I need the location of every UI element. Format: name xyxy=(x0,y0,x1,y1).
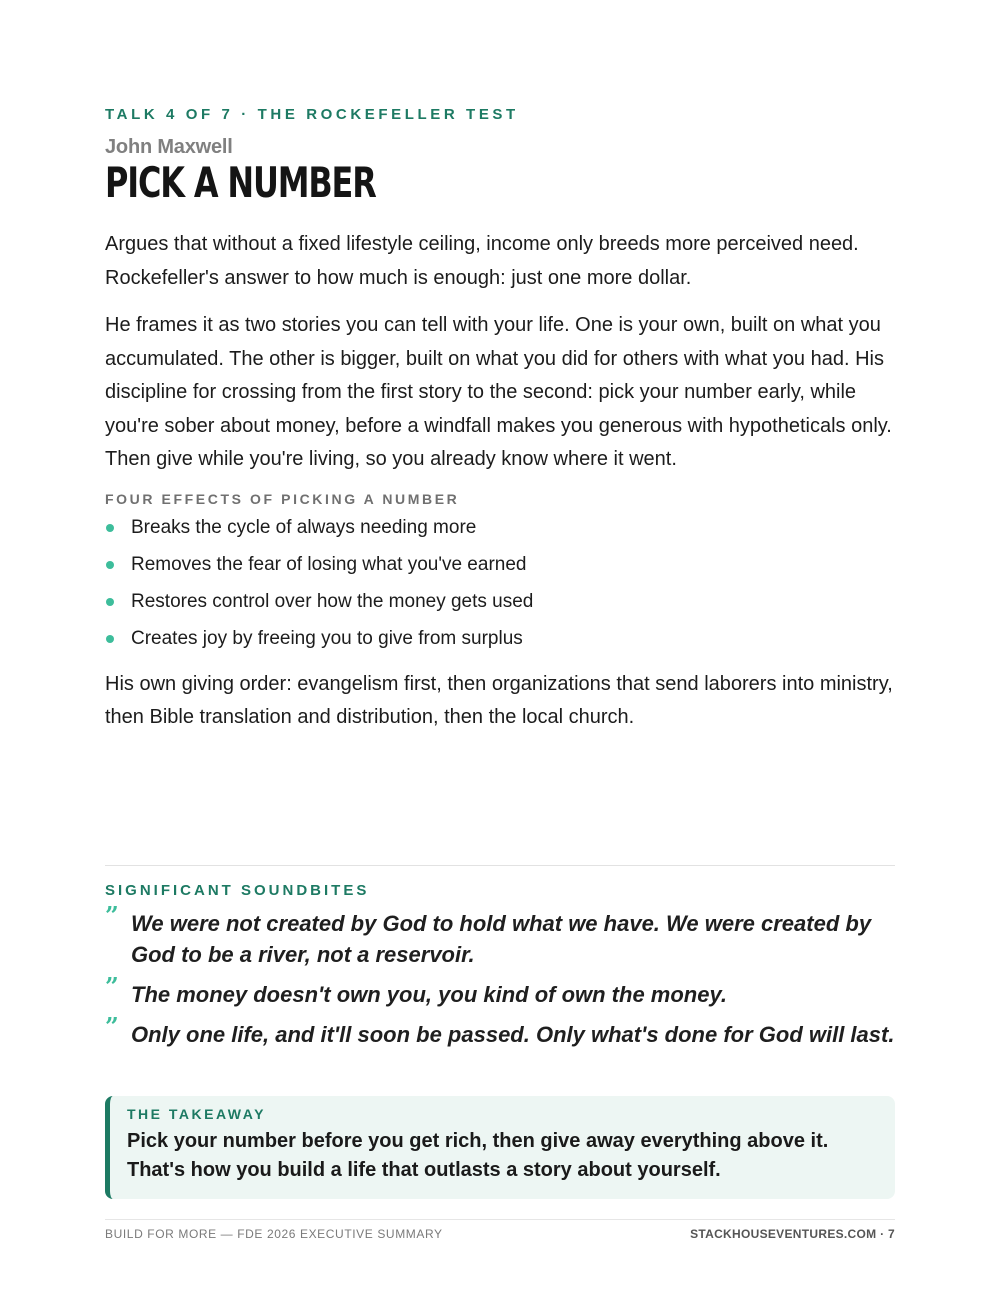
takeaway-text: Pick your number before you get rich, then give away everything above it. That's how you build a life that outlasts a story about yourself. xyxy=(127,1130,829,1181)
summary-paragraph: He frames it as two stories you can tell with your life. One is your own, built on what you accumulated. The other is bigger, built on what you did for others with what you had. His discipline for crossing from the first story to the second: pick your number early, while you're sober about money, before a windfall makes you generous with hypotheticals only. Then give while you're living, so you already know where it went. xyxy=(105,314,892,470)
quote-icon: ” xyxy=(105,1012,119,1041)
bullet-dot-icon xyxy=(106,598,114,606)
soundbite-quote xyxy=(105,901,895,970)
effects-heading: FOUR EFFECTS OF PICKING A NUMBER xyxy=(105,490,460,507)
effect-text: Removes the fear of losing what you've earned xyxy=(131,553,527,575)
bullet-dot-icon xyxy=(106,524,114,532)
talk-eyebrow: TALK 4 OF 7 · THE ROCKEFELLER TEST xyxy=(105,106,519,123)
bullet-dot-icon xyxy=(106,635,114,643)
list-item xyxy=(105,589,895,615)
effect-text: Creates joy by freeing you to give from surplus xyxy=(131,627,523,649)
effect-text: Breaks the cycle of always needing more xyxy=(131,516,477,538)
quote-text: The money doesn't own you, you kind of own the money. xyxy=(131,982,727,1007)
footer-divider xyxy=(105,1219,895,1220)
bullet-dot-icon xyxy=(106,561,114,569)
quote-text: We were not created by God to hold what we have. We were created by God to be a river, not a reservoir. xyxy=(131,911,872,967)
takeaway-callout xyxy=(105,1096,895,1199)
summary-paragraph: Argues that without a fixed lifestyle ceiling, income only breeds more perceived need. Rockefeller's answer to how much is enough: just one more dollar. xyxy=(105,233,859,289)
quote-icon: ” xyxy=(105,901,119,930)
soundbites-heading: SIGNIFICANT SOUNDBITES xyxy=(105,882,370,899)
soundbites-list xyxy=(105,901,895,1059)
footer-publication: BUILD FOR MORE — FDE 2026 EXECUTIVE SUMMARY xyxy=(105,1227,443,1241)
page-title: PICK A NUMBER xyxy=(105,158,376,207)
list-item xyxy=(105,552,895,578)
takeaway-label: THE TAKEAWAY xyxy=(127,1106,266,1122)
effect-text: Restores control over how the money gets used xyxy=(131,590,534,612)
list-item xyxy=(105,626,895,652)
soundbite-quote xyxy=(105,1012,895,1050)
effects-list xyxy=(105,515,895,652)
summary-body xyxy=(105,228,895,749)
speaker-name: John Maxwell xyxy=(105,136,233,158)
list-item xyxy=(105,515,895,541)
footer-site-page: STACKHOUSEVENTURES.COM · 7 xyxy=(690,1227,895,1241)
quote-text: Only one life, and it'll soon be passed. Only what's done for God will last. xyxy=(131,1022,895,1047)
closing-paragraph: His own giving order: evangelism first, then organizations that send laborers into ministry, then Bible translation and distribution, then the local church. xyxy=(105,672,893,728)
section-divider xyxy=(105,865,895,866)
quote-icon: ” xyxy=(105,972,119,1001)
soundbite-quote xyxy=(105,972,895,1010)
